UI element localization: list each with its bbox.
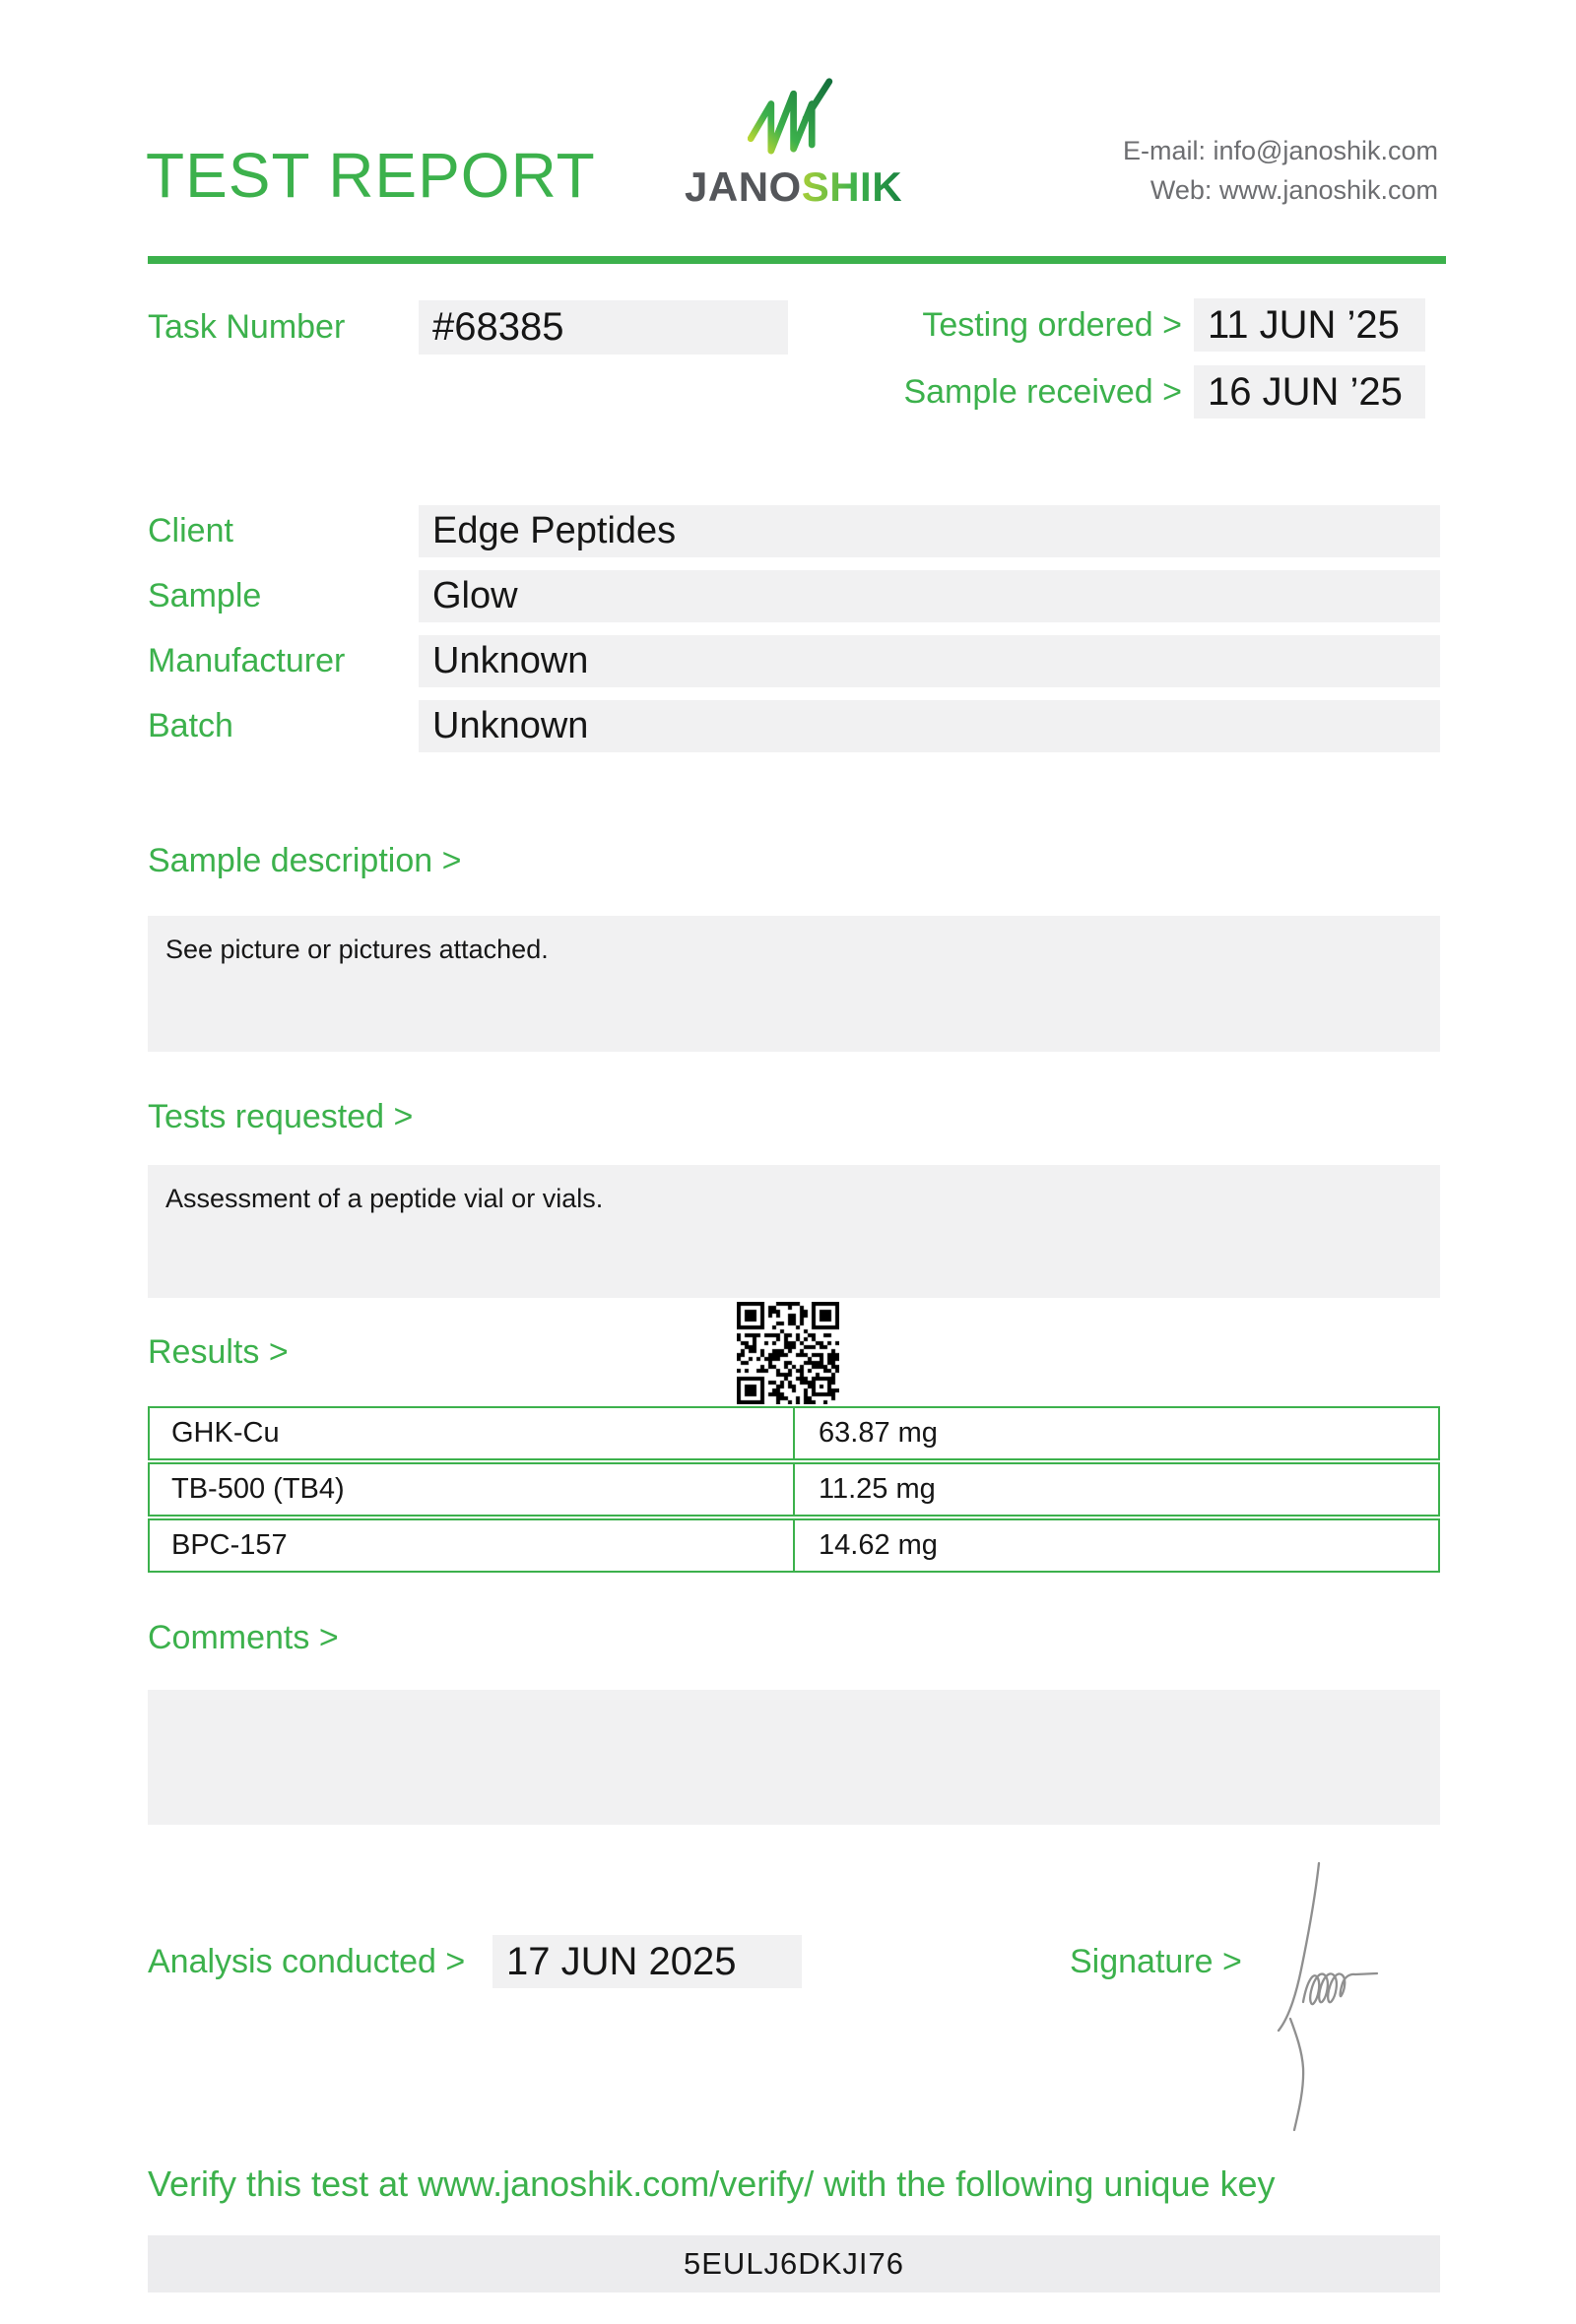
sample-received-label: Sample received > [903,373,1182,411]
task-number-value: #68385 [419,300,788,355]
sample-received-value: 16 JUN ’25 [1194,365,1425,419]
testing-ordered-value: 11 JUN ’25 [1194,298,1425,352]
comments-box [148,1690,1440,1825]
batch-label: Batch [148,707,233,744]
contact-info [1123,138,1438,217]
contact-email-row [1123,138,1438,164]
tests-requested-box: Assessment of a peptide vial or vials. [148,1165,1440,1298]
table-row [148,1406,1440,1460]
logo-text-jano: JANO [685,163,802,210]
result-amount: 11.25 mg [819,1473,936,1505]
analysis-date-value: 17 JUN 2025 [492,1935,802,1988]
verify-instruction: Verify this test at www.janoshik.com/verify/ with the following unique key [148,2163,1276,2204]
sample-value: Glow [419,570,1440,622]
batch-value: Unknown [419,700,1440,752]
detail-row-manufacturer [148,635,1440,687]
web-label: Web: [1149,175,1213,205]
result-analyte: TB-500 (TB4) [150,1464,795,1515]
client-label: Client [148,512,233,549]
signature-label: Signature > [1070,1943,1242,1980]
manufacturer-label: Manufacturer [148,642,346,679]
result-analyte: BPC-157 [150,1520,795,1571]
detail-row-client [148,505,1440,557]
sample-description-box: See picture or pictures attached. [148,916,1440,1052]
sample-description-heading: Sample description > [148,842,462,879]
table-row [148,1462,1440,1517]
page-title: TEST REPORT [146,140,596,211]
janoshik-logo [685,77,903,210]
logo-text-shik: SHIK [801,163,903,210]
unique-key: 5EULJ6DKJI76 [148,2235,1440,2292]
results-heading: Results > [148,1333,289,1371]
email-label: E-mail: [1122,136,1206,165]
signature-scribble [1271,1851,1438,2137]
detail-row-sample [148,570,1440,622]
result-amount: 14.62 mg [819,1529,938,1561]
comments-heading: Comments > [148,1619,339,1656]
email-value: info@janoshik.com [1213,136,1438,165]
table-row [148,1518,1440,1573]
tests-requested-heading: Tests requested > [148,1098,414,1135]
client-value: Edge Peptides [419,505,1440,557]
detail-row-batch [148,700,1440,752]
task-number-label: Task Number [148,308,346,346]
qr-code [737,1302,839,1404]
analysis-conducted-label: Analysis conducted > [148,1943,466,1980]
results-table [148,1406,1440,1575]
web-value: www.janoshik.com [1218,175,1438,205]
testing-ordered-label: Testing ordered > [922,306,1182,344]
sample-details [148,505,1440,765]
result-analyte: GHK-Cu [150,1408,795,1458]
result-amount: 63.87 mg [819,1417,938,1449]
manufacturer-value: Unknown [419,635,1440,687]
contact-web-row [1123,177,1438,204]
sample-label: Sample [148,577,262,614]
header-divider [148,256,1446,264]
ascending-chart-icon [748,77,834,158]
logo-wordmark [685,163,903,210]
